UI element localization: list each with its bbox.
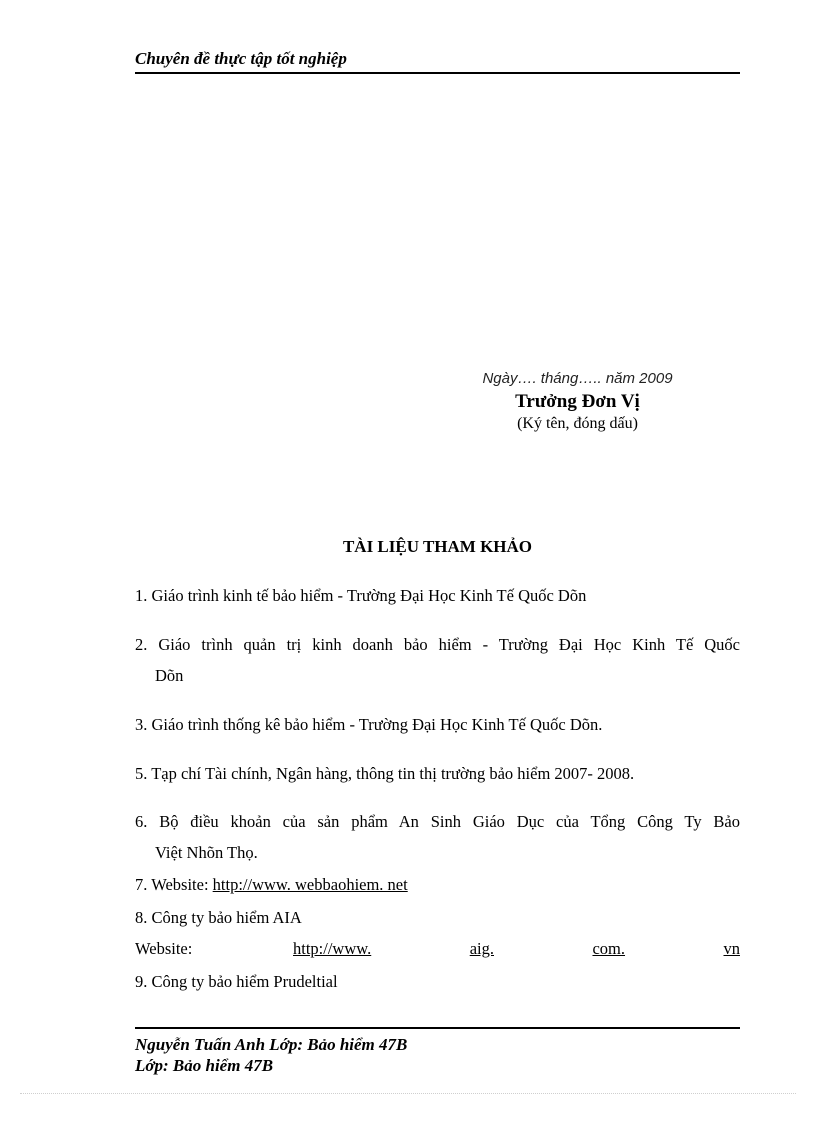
footer-line-2: Lớp: Bảo hiểm 47B <box>135 1056 274 1075</box>
signature-note: (Ký tên, đóng dấu) <box>517 415 638 432</box>
reference-item-7 <box>135 871 740 899</box>
webbaohiem-link[interactable]: http://www. webbaohiem. net <box>212 875 408 894</box>
page-edge-divider <box>20 1093 796 1094</box>
reference-item-3: 3. Giáo trình thống kê bảo hiểm - Trường Đại Học Kinh Tế Quốc Dõn. <box>135 715 603 734</box>
signature-date: Ngày…. tháng….. năm 2009 <box>482 370 673 387</box>
references-title: TÀI LIỆU THAM KHẢO <box>342 537 533 556</box>
aig-link[interactable] <box>293 937 740 961</box>
reference-item-2 <box>135 629 740 691</box>
aig-link-part-1: http://www. <box>293 939 372 958</box>
reference-item-9: 9. Công ty bảo hiểm Prudeltial <box>135 972 338 991</box>
footer-line-1: Nguyễn Tuấn Anh Lớp: Bảo hiểm 47B <box>135 1035 408 1054</box>
reference-item-6-line-2: Việt Nhõn Thọ. <box>155 843 258 862</box>
page-header <box>135 48 740 74</box>
signature-title: Trưởng Đơn Vị <box>515 391 640 412</box>
reference-item-7-label: 7. Website: <box>135 875 213 894</box>
signature-block <box>440 368 715 434</box>
aig-link-part-2: aig. <box>469 939 494 958</box>
reference-item-6 <box>135 806 740 868</box>
header-title: Chuyên đề thực tập tốt nghiệp <box>135 49 347 68</box>
reference-item-5: 5. Tạp chí Tài chính, Ngân hàng, thông tin thị trường bảo hiểm 2007- 2008. <box>135 764 635 783</box>
reference-item-1: 1. Giáo trình kinh tế bảo hiểm - Trường Đại Học Kinh Tế Quốc Dõn <box>135 586 587 605</box>
reference-item-8-website <box>135 937 740 961</box>
page-footer <box>135 1027 740 1076</box>
reference-item-6-line-1: 6. Bộ điều khoản của sản phẩm An Sinh Giáo Dục của Tổng Công Ty Bảo <box>135 812 740 831</box>
reference-item-2-line-1: 2. Giáo trình quản trị kinh doanh bảo hiểm - Trường Đại Học Kinh Tế Quốc <box>135 635 740 654</box>
reference-item-8: 8. Công ty bảo hiểm AIA <box>135 908 302 927</box>
website-label: Website: <box>135 939 193 958</box>
aig-link-part-3: com. <box>592 939 626 958</box>
reference-item-2-line-2: Dõn <box>155 666 184 685</box>
aig-link-part-4: vn <box>723 939 740 958</box>
